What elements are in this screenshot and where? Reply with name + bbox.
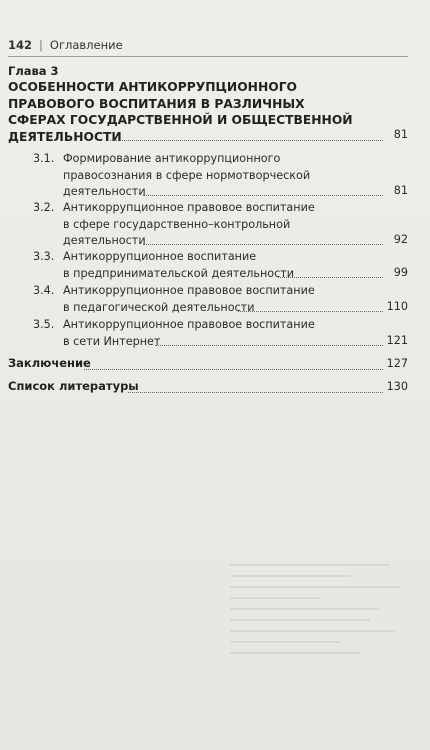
toc-entry-3-1[interactable] (63, 151, 373, 201)
dot-leader (143, 244, 383, 245)
toc-entry-3-2[interactable] (63, 200, 373, 250)
chapter-page: 81 (393, 128, 408, 141)
section-number: 3.1. (33, 152, 55, 165)
dot-leader (278, 277, 383, 278)
entry-line: Антикоррупционное воспитание (63, 250, 257, 263)
entry-line: Антикоррупционное правовое воспитание (63, 284, 315, 297)
toc-entry-bibliography[interactable]: Список литературы (8, 379, 139, 393)
chapter-title-line: ПРАВОВОГО ВОСПИТАНИЯ В РАЗЛИЧНЫХ (8, 96, 305, 111)
section-page: 121 (386, 334, 408, 347)
header-divider (8, 56, 408, 57)
header-separator: | (39, 38, 43, 52)
chapter-label: Глава 3 (8, 64, 59, 78)
dot-leader (128, 392, 383, 393)
section-number: 3.2. (33, 201, 55, 214)
entry-line: в предпринимательской деятельности (63, 266, 295, 280)
conclusion-page: 127 (386, 357, 408, 370)
chapter-title-line: СФЕРАХ ГОСУДАРСТВЕННОЙ И ОБЩЕСТВЕННОЙ (8, 113, 353, 127)
dot-leader (143, 195, 383, 196)
entry-line: в педагогической деятельности (63, 300, 255, 314)
chapter-title-line: ОСОБЕННОСТИ АНТИКОРРУПЦИОННОГО (8, 80, 297, 94)
bibliography-page: 130 (386, 380, 408, 393)
dot-leader (238, 311, 383, 312)
dot-leader (110, 140, 383, 141)
section-page: 99 (393, 266, 408, 279)
chapter-title (8, 79, 408, 145)
section-page: 81 (393, 184, 408, 197)
chapter-title-line: ДЕЯТЕЛЬНОСТИ (8, 129, 122, 144)
entry-line: Формирование антикоррупционного (63, 152, 281, 165)
header-title: Оглавление (49, 38, 123, 52)
show-through-text (230, 555, 410, 695)
entry-line: деятельности (63, 185, 146, 198)
section-number: 3.3. (33, 250, 55, 263)
section-number: 3.5. (33, 318, 55, 331)
section-number: 3.4. (33, 284, 55, 297)
entry-line: Антикоррупционное правовое воспитание (63, 201, 315, 214)
entry-line: Антикоррупционное правовое воспитание (63, 318, 315, 331)
toc-entry-conclusion[interactable]: Заключение (8, 356, 91, 370)
entry-line: в сети Интернет (63, 334, 161, 348)
entry-line: деятельности (63, 234, 146, 247)
running-header (8, 38, 408, 52)
page-number: 142 (8, 38, 33, 52)
entry-line: в сфере государственно–контрольной (63, 217, 291, 231)
dot-leader (155, 345, 383, 346)
section-page: 92 (393, 233, 408, 246)
dot-leader (84, 369, 383, 370)
section-page: 110 (386, 300, 408, 313)
entry-line: правосознания в сфере нормотворческой (63, 168, 311, 182)
